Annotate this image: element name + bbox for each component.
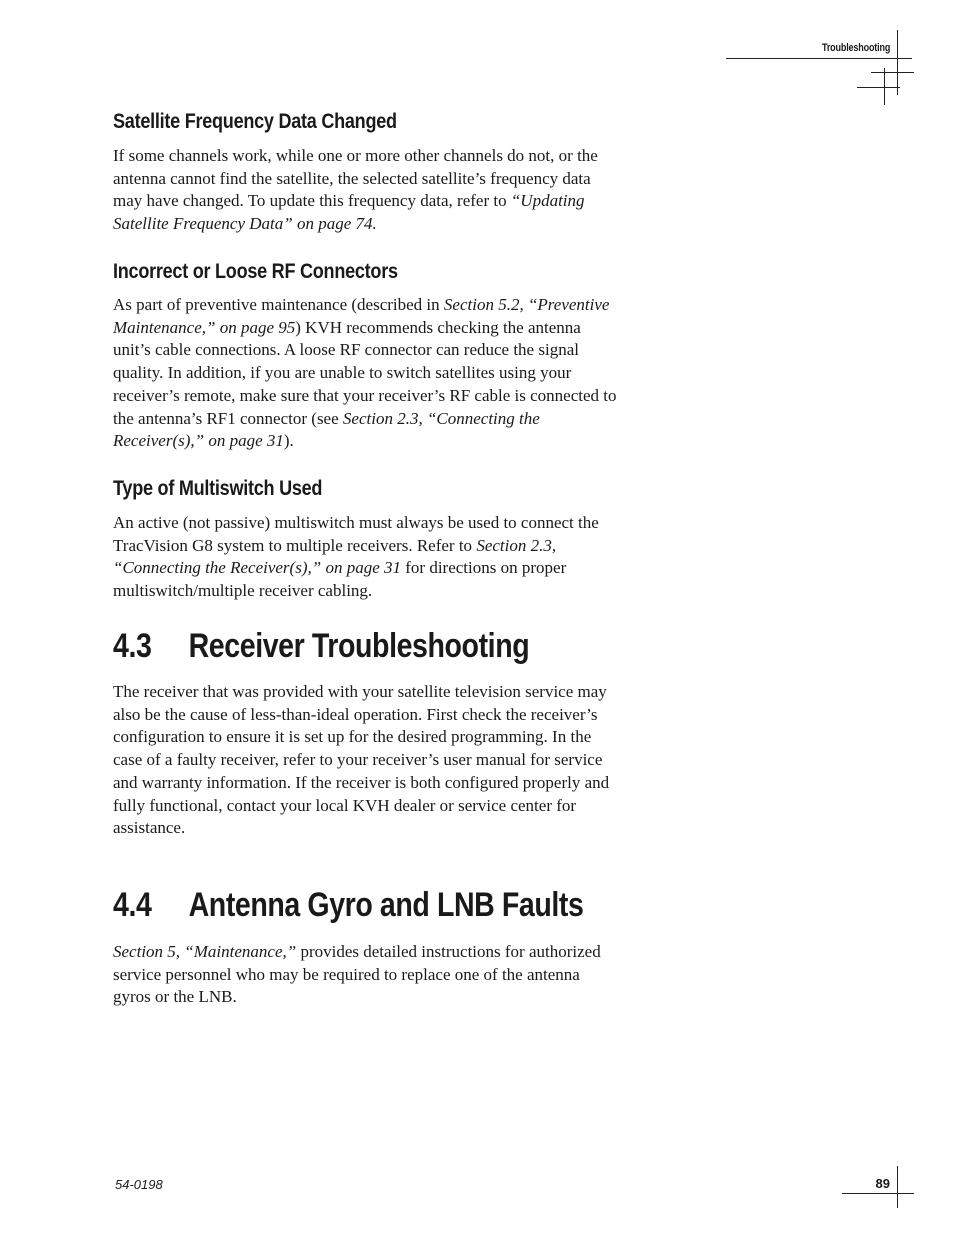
document-number: 54-0198 — [115, 1177, 163, 1192]
section-title: Receiver Troubleshooting — [188, 627, 530, 665]
body-text: for directions on proper multiswitch/multiple receiver cabling. — [113, 558, 567, 601]
reference-text: Section 2.3, “Connecting the Receiver(s),” on page 31 — [113, 408, 540, 451]
header-rule — [726, 58, 912, 59]
section-number: 4.4 — [113, 886, 152, 924]
reference-text: “Updating Satellite Frequency Data” on page 74. — [113, 191, 585, 234]
reference-text: Section 5, “Maintenance,” — [113, 942, 297, 961]
section-number: 4.3 — [113, 627, 152, 665]
footer-crop-mark-vertical — [897, 1166, 898, 1208]
running-header: Troubleshooting — [821, 42, 890, 54]
body-text: If some channels work, while one or more other channels do not, or the antenna cannot find the satellite, the selected satellite’s frequency data may have changed. To update this frequency data, refer to — [113, 146, 598, 211]
subheading-satellite-frequency: Satellite Frequency Data Changed — [113, 110, 397, 133]
body-text: ) KVH recommends checking the antenna unit’s cable connections. A loose RF connector can reduce the signal quality. In addition, if you are unable to switch satellites using your receiver’s remote, make sure that your receiver’s RF cable is connected to the antenna’s RF1 connector (see — [113, 317, 617, 428]
paragraph-satellite-frequency — [113, 145, 618, 236]
reference-text: Section 2.3, “Connecting the Receiver(s),” on page 31 — [113, 535, 557, 578]
body-text: The receiver that was provided with your satellite television service may also be the cause of less-than-ideal operation. First check the receiver’s configuration to ensure it is set up for the desired programming. In the case of a faulty receiver, refer to your receiver’s user manual for service and warranty information. If the receiver is both configured properly and fully functional, contact your local KVH dealer or service center for assistance. — [113, 682, 610, 838]
body-text: As part of preventive maintenance (described in — [113, 295, 444, 314]
body-text: provides detailed instructions for authorized service personnel who may be required to replace one of the antenna gyros or the LNB. — [113, 942, 601, 1007]
page-number: 89 — [875, 1176, 890, 1191]
crop-mark-horizontal-upper — [871, 72, 914, 73]
section-title: Antenna Gyro and LNB Faults — [188, 886, 584, 924]
paragraph-rf-connectors — [113, 294, 618, 453]
reference-text: Section 5.2, “Preventive Maintenance,” on page 95 — [113, 295, 610, 337]
section-heading-4-3 — [113, 627, 529, 666]
body-text: An active (not passive) multiswitch must always be used to connect the TracVision G8 system to multiple receivers. Refer to — [113, 513, 599, 555]
paragraph-receiver-troubleshooting — [113, 681, 618, 840]
crop-mark-vertical-long — [897, 30, 898, 95]
subheading-rf-connectors: Incorrect or Loose RF Connectors — [113, 260, 398, 283]
footer-rule — [842, 1193, 914, 1194]
subheading-multiswitch: Type of Multiswitch Used — [113, 477, 323, 500]
section-heading-4-4 — [113, 886, 583, 925]
body-text: ). — [283, 431, 294, 451]
paragraph-antenna-gyro-lnb — [113, 941, 618, 1009]
crop-mark-horizontal-lower — [857, 87, 900, 88]
paragraph-multiswitch — [113, 512, 618, 603]
